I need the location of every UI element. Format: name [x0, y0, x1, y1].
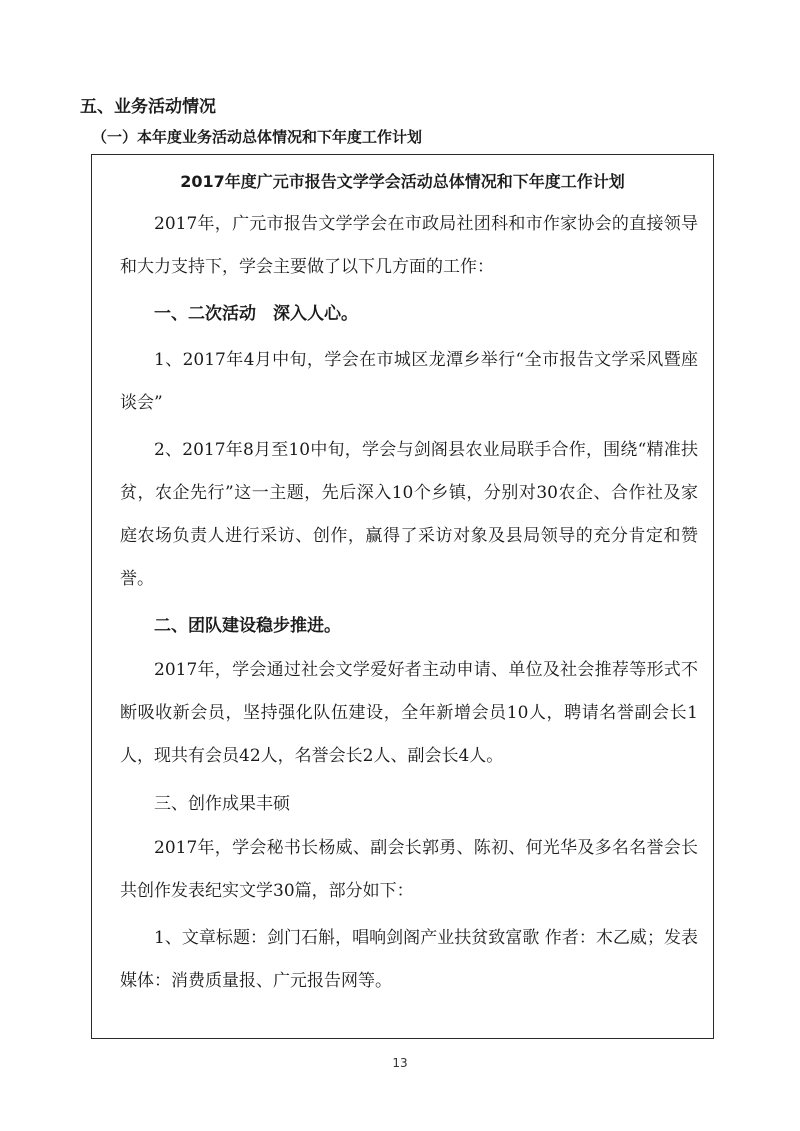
creative-results-paragraph: 2017年，学会秘书长杨威、副会长郭勇、陈初、何光华及多名名誉会长共创作发表纪实文学30篇，部分如下：	[120, 838, 698, 901]
page-number: 13	[392, 1056, 408, 1070]
section-title: 五、业务活动情况	[80, 97, 216, 117]
activity-item-1: 1、2017年4月中旬，学会在市城区龙潭乡举行“全市报告文学采风暨座谈会”	[120, 350, 698, 413]
team-building-paragraph: 2017年，学会通过社会文学爱好者主动申请、单位及社会推荐等形式不断吸收新会员，坚持强化队伍建设，全年新增会员10人，聘请名誉副会长1人，现共有会员42人，名誉会长2人、副会长4人。	[120, 660, 698, 766]
heading-activities: 一、二次活动 深入人心。	[154, 304, 358, 324]
heading-team-building: 二、团队建设稳步推进。	[154, 616, 341, 636]
heading-creative-results: 三、创作成果丰硕	[154, 794, 290, 814]
activity-item-2: 2、2017年8月至10中旬，学会与剑阁县农业局联手合作，围绕“精准扶贫，农企先行”这一主题，先后深入10个乡镇，分别对30农企、合作社及家庭农场负责人进行采访、创作，赢得了采访对象及县局领导的充分肯定和赞誉。	[120, 440, 698, 589]
article-item-1: 1、文章标题：剑门石斛，唱响剑阁产业扶贫致富歌 作者：木乙威；发表媒体：消费质量报、广元报告网等。	[120, 928, 698, 991]
intro-paragraph: 2017年，广元市报告文学学会在市政局社团科和市作家协会的直接领导和大力支持下，学会主要做了以下几方面的工作：	[120, 214, 698, 277]
subsection-title: （一）本年度业务活动总体情况和下年度工作计划	[92, 128, 423, 146]
content-frame	[91, 154, 714, 1039]
document-title: 2017年度广元市报告文学学会活动总体情况和下年度工作计划	[180, 172, 625, 191]
